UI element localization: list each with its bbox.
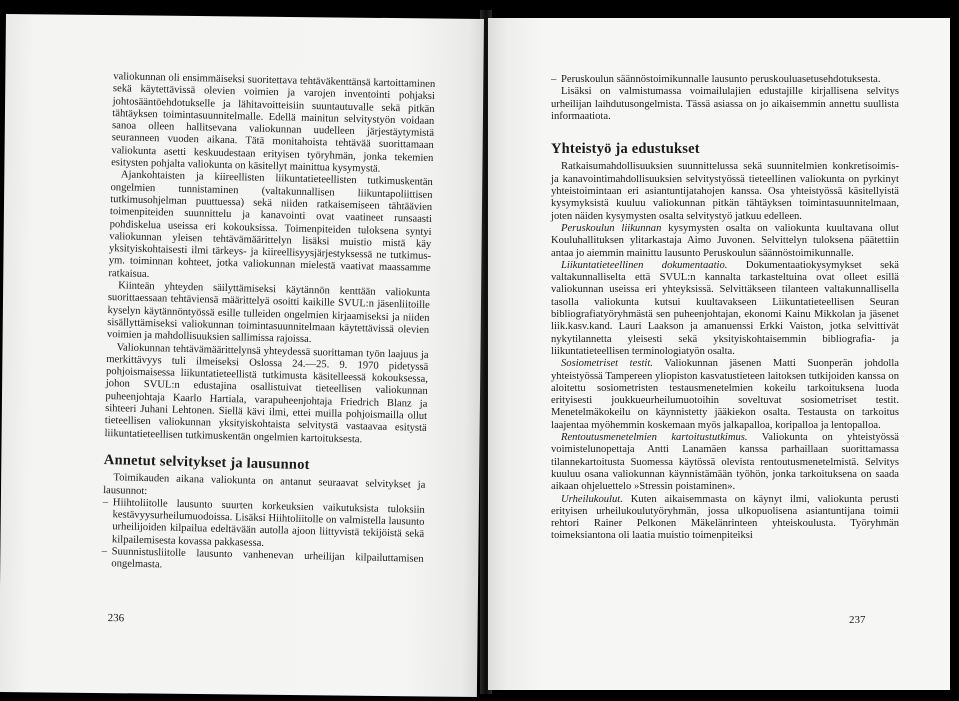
right-paragraph-5: Rentoutusmenetelmien kartoitustutkimus. Valiokunta on yhteistyössä voimistelunopettaja Antti Lanamäen kanssa parhaillaan suorittamassa tilannekartoitusta Suomessa käytössä olevista rentoutusmenetelmistä. Selvitys kuuluu osana valiokunnan käynnistämään työhön, jonka tarkoituksena on saada aikaan ohjeluettelo »Stressin poistaminen». [551,432,899,493]
right-paragraph-3: Liikuntatieteellinen dokumentaatio. Dokumentaatiokysymykset sekä valtakunnalliselta että SVUL:n kannalta tarkasteltuina ovat olleet esillä valiokunnan useissa eri yhteyksissä. Selvittäkseen tilanteen valtakunnallisella tasolla valiokunta kutsui kuultavakseen Liikuntatieteellisen Seuran bibliografiatyöryhmästä sen puheenjohtajan, ekonomi Kainu Mikkolan ja jäsenet liik.kasv.kand. Lauri Laakson ja amanuenssi Erkki Vaiston, jotka selvittivät nykytilannetta yleisesti sekä yksityiskohtaisemmin bibliografia- ja liikuntatieteellisen terminologiatyön osalta. [551,259,899,357]
right-paragraph-6: Urheilukoulut. Kuten aikaisemmasta on käynyt ilmi, valiokunta perusti erityisen urheilukoulutyöryhmän, jossa ulkopuolisena asiantuntijana toimii rehtori Rainer Pelkonen Mäkelänrinteen yhteiskoulusta. Työryhmän toimeksiantona oli laatia muistio toimenpiteiksi [551,493,899,542]
right-paragraph-top: Lisäksi on valmistumassa voimailulajien edustajille kirjallisena selvitys urheilijan laihdutusongelmista. Tässä asiassa on jo aikaisemmin annettu suullista informaatiota. [551,86,899,122]
page-number-right: 237 [849,614,866,626]
italic-lead-in: Liikuntatieteellinen dokumentaatio. [561,259,728,271]
section-heading-statements: Annetut selvitykset ja lausunnot [103,451,310,473]
right-paragraph-2: Peruskoulun liikunnan kysymysten osalta on valiokunta kuultavana ollut Kouluhallituksen ylitarkastaja Aimo Juvonen. Selvittelyn tuloksena päätettiin antaa jo aiemmin mainittu lausunto Peruskoulun säännöstoimikunnalle. [551,222,899,259]
italic-lead-in: Rentoutusmenetelmien kartoitustutkimus. [561,432,748,444]
statements-intro: Toimikauden aikana valiokunta on antanut seuraavat selvitykset ja lausunnot: [103,472,426,497]
left-text-column [101,71,435,578]
left-paragraph-2: Ajankohtaisten ja kiireellisten liikuntatieteellisten tutkimuskentän ongelmien tunnistaminen (valtakunnallisen liikuntapoliittisen tutkimusohjelman puuttuessa) sekä niiden ratkaisemiseen tähtäävien toimenpiteiden suunnittelu ja kanavointi ovat vaatineet runsaasti pohdiskelua useissa eri kokouksissa. Toimenpiteiden tuloksena syntyi valiokunnan yleisen tehtävämäärittelyn lisäksi muistio mistä käy yksityiskohtaisesti ilmi tärkeys- ja kiireellisyysjärjestyksessä ne tutkimus- ym. toiminnan kohteet, jotka valiokunnan mielestä vaativat maassamme ratkaisua. [108,169,433,280]
right-paragraph-1: Ratkaisumahdollisuuksien suunnittelussa sekä suunnitelmien konkretisoimis- ja kanavointimahdollisuuksien selvitystyössä tieteellinen valiokunta on pyrkinyt yhteistoimintaan eri asiantuntijatahojen kanssa. Osa yhteistyössä käsitellyistä kysymyksistä kuuluu valiokunnan pitkän tähtäyksen toimintasuunnitelmaan, joten näiden kysymysten osalta selvitystyö jatkuu edelleen. [551,161,899,222]
statement-item-1: – Hiihtoliitolle lausunto suurten korkeuksien vaikutuksista tuloksiin kestävyysurheilumuodoissa. Lisäksi Hiihtoliitolle on valmistella lausunto urheilijoiden kilpailua edeltävään autolla ajoon liittyvistä tekijöistä sekä kilpailemisesta kovassa pakkasessa. [102,497,425,554]
left-paragraph-1: valiokunnan oli ensimmäiseksi suoritettava tehtäväkenttänsä kartoittaminen sekä käytettävissä olevien voimien ja varojen inventointi pohjaksi johtosääntöehdotukselle ja lähitavoitteisiin suuntautuvalle sekä pitkän tähtäyksen toimintasuunnitelmalle. Edellä mainitun selvitystyön voidaan sanoa olleen hallitsevana valiokunnan uudelleen järjestäytymistä seuranneen vuoden aikana. Tätä monitahoista tehtävää suorittamaan valiokunta asetti keskuudestaan erityisen työryhmän, jonka tekemien esitysten pohjalta valiokunta on käsitellyt mainittua kysymystä. [111,71,436,175]
left-paragraph-4: Valiokunnan tehtävämäärittelynsä yhteydessä suorittaman työn laajuus ja merkittävyys tuli ilmeiseksi Oslossa 24.—25. 9. 1970 pidetyssä pohjoismaisessa liikuntatieteellistä tutkimusta käsitelleessä kokouksessa, johon SVUL:n edustajina osallistuivat tieteellisen valiokunnan puheenjohtaja Kaarlo Hartiala, varapuheenjohtaja Friedrich Blanz ja sihteeri Juhani Lehtonen. Siellä kävi ilmi, ettei muilla pohjoismailla ollut tieteellisen valiokunnan yksityiskohtaista selvitystä vastaavaa esitystä liikuntatieteellisen tutkimuskentän ongelmien kartoituksesta. [104,341,429,445]
right-text-column [551,74,899,543]
right-page [488,18,950,690]
italic-lead-in: Urheilukoulut. [561,493,623,505]
statement-item-3: – Peruskoulun säännöstoimikunnalle lausunto peruskouluasetusehdotuksesta. [551,74,899,86]
page-number-left: 236 [107,612,125,625]
statement-item-2: – Suunnistusliitolle lausunto vanhenevan urheilijan kilpailuttamisen ongelmasta. [101,546,424,578]
italic-lead-in: Peruskoulun liikunnan [561,222,662,234]
italic-lead-in: Sosiometriset testit. [561,358,653,370]
left-paragraph-3: Kiinteän yhteyden säilyttämiseksi käytännön kenttään valiokunta suorittaessaan tehtäviensä määrittelyä osoitti kaikille SVUL:n jäsenliitoille kyselyn käytännöntyössä esille tulleiden ongelmien kirjaamiseksi ja niiden sisällyttämiseksi valiokunnan toimintasuunnitelmaan käytettävissä olevien voimien ja mahdollisuuksien sallimissa rajoissa. [106,280,431,346]
left-page [0,14,484,697]
section-heading-cooperation: Yhteistyö ja edustukset [551,141,700,158]
right-paragraph-4: Sosiometriset testit. Valiokunnan jäsenen Matti Suonperän johdolla yhteistyössä Tampereen yliopiston kasvatustieteen laitoksen tutkijoiden kanssa on aloitettu sosiometristen testausmenetelmien kokeilu tarkoituksena luoda erityisesti joukkueurheilumuotoihin soveltuvat sosiometriset testit. Menetelmäkokeilu on käynnistetty jääkiekon osalta. Testausta on tarkoitus laajentaa myöhemmin koskemaan myös jalkapalloa, koripalloa ja lentopalloa. [551,358,900,431]
